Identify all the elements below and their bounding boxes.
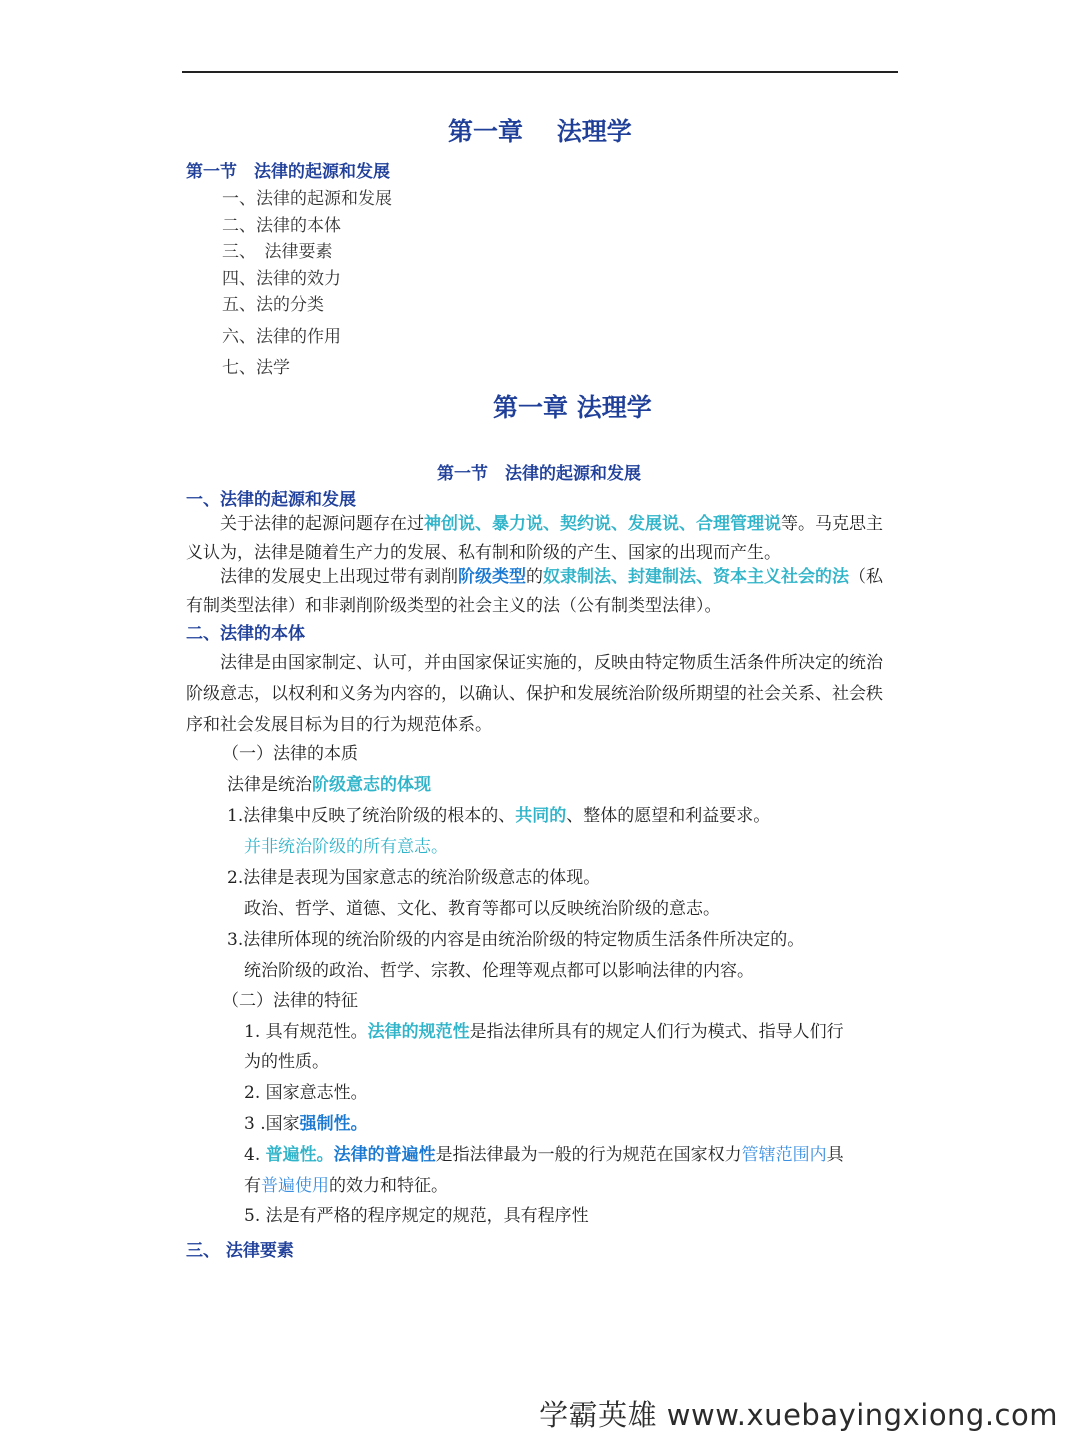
essence-line: 法律是统治阶级意志的体现: [227, 775, 431, 795]
essence-point-3-note: 统治阶级的政治、哲学、宗教、伦理等观点都可以影响法律的内容。: [244, 961, 754, 981]
paragraph-origin: 关于法律的起源问题存在过神创说、暴力说、契约说、发展说、合理管理说等。马克思主义认为，法律是随着生产力的发展、私有制和阶级的产生、国家的出现而产生。: [186, 514, 883, 563]
essence-point-1-note: 并非统治阶级的所有意志。: [244, 837, 448, 857]
feature-3: 3 .国家强制性。: [244, 1114, 368, 1134]
toc-item[interactable]: 三、 法律要素: [222, 242, 333, 262]
header-rule: [182, 71, 898, 73]
paragraph-definition: 法律是由国家制定、认可，并由国家保证实施的，反映由特定物质生活条件所决定的统治阶级意志，以权利和义务为内容的，以确认、保护和发展统治阶级所期望的社会关系、社会秩序和社会发展目标为目的行为规范体系。: [186, 653, 883, 735]
site-watermark: 学霸英雄 www.xuebayingxiong.com: [539, 1398, 1058, 1432]
essence-point-2: 2.法律是表现为国家意志的统治阶级意志的体现。: [227, 868, 601, 888]
essence-point-3: 3.法律所体现的统治阶级的内容是由统治阶级的特定物质生活条件所决定的。: [227, 930, 805, 950]
essence-point-2-note: 政治、哲学、道德、文化、教育等都可以反映统治阶级的意志。: [244, 899, 720, 919]
heading-elements: 三、 法律要素: [186, 1241, 294, 1261]
toc-item[interactable]: 六、法律的作用: [222, 327, 341, 347]
toc-item[interactable]: 五、法的分类: [222, 295, 324, 315]
subheading-essence: （一）法律的本质: [222, 744, 358, 764]
feature-4: 4. 普遍性。法律的普遍性是指法律最为一般的行为规范在国家权力管辖范围内具: [244, 1145, 844, 1165]
toc-item[interactable]: 二、法律的本体: [222, 216, 341, 236]
toc-section: 第一节 法律的起源和发展: [186, 162, 390, 182]
paragraph-history: 法律的发展史上出现过带有剥削阶级类型的奴隶制法、封建制法、资本主义社会的法（私有制类型法律）和非剥削阶级类型的社会主义的法（公有制类型法律）。: [186, 567, 883, 616]
chapter-heading: 第一章 法理学: [493, 393, 652, 422]
subheading-features: （二）法律的特征: [222, 991, 358, 1011]
feature-4-cont: 有普遍使用的效力和特征。: [244, 1176, 448, 1196]
feature-2: 2. 国家意志性。: [244, 1083, 368, 1103]
toc-item[interactable]: 四、法律的效力: [222, 269, 341, 289]
feature-1-cont: 为的性质。: [244, 1052, 329, 1072]
heading-origin: 一、法律的起源和发展: [186, 490, 356, 510]
toc-item[interactable]: 一、法律的起源和发展: [222, 189, 392, 209]
essence-point-1: 1.法律集中反映了统治阶级的根本的、共同的、整体的愿望和利益要求。: [227, 806, 771, 826]
feature-5: 5. 法是有严格的程序规定的规范，具有程序性: [244, 1206, 589, 1226]
section-heading: 第一节 法律的起源和发展: [437, 464, 641, 484]
chapter-title: 第一章 法理学: [448, 117, 632, 146]
heading-ontology: 二、法律的本体: [186, 624, 305, 644]
toc-item[interactable]: 七、法学: [222, 358, 290, 378]
feature-1: 1. 具有规范性。法律的规范性是指法律所具有的规定人们行为模式、指导人们行: [244, 1022, 844, 1042]
